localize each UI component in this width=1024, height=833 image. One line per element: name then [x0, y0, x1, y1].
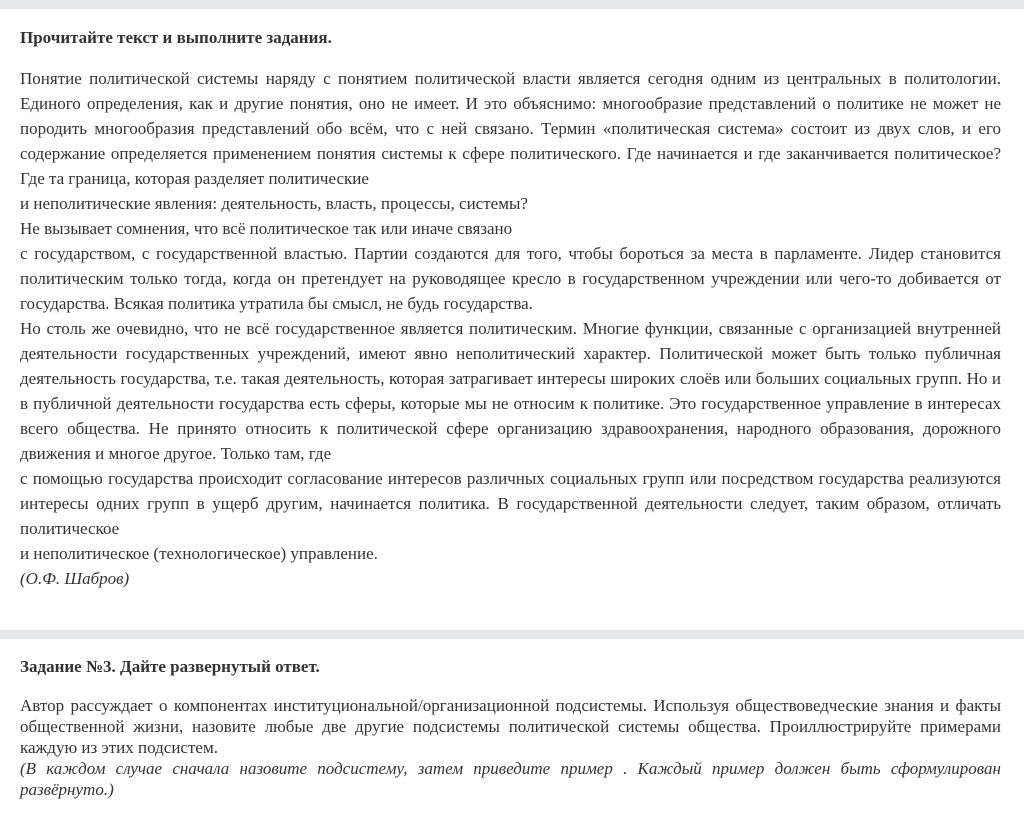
passage-paragraph: и неполитические явления: деятельность, власть, процессы, системы? [20, 194, 528, 213]
reading-text-card [20, 27, 1001, 591]
passage-paragraph: с государством, с государственной властью. Партии создаются для того, чтобы бороться за места в парламенте. Лидер становится политическим только тогда, когда он претендует на руководящее кресло в государственном учреждении или чего-то добивается от государства. Всякая политика утратила бы смысл, не будь государства. [20, 244, 1001, 313]
task-note: (В каждом случае сначала назовите подсистему, затем приведите пример . Каждый пример должен быть сформулирован развёрнуто.) [20, 759, 1001, 799]
task-question: Автор рассуждает о компонентах институциональной/организационной подсистемы. Используя обществоведческие знания и факты общественной жизни, назовите любые две другие подсистемы политической системы общества. Проиллюстрируйте примерами каждую из этих подсистем. [20, 696, 1001, 757]
passage-author: (О.Ф. Шабров) [20, 569, 130, 588]
reading-passage [20, 66, 1001, 591]
section-divider-band [0, 630, 1024, 639]
reading-instruction-heading: Прочитайте текст и выполните задания. [20, 28, 332, 47]
task-body [20, 695, 1001, 800]
passage-paragraph: Но столь же очевидно, что не всё государственное является политическим. Многие функции, связанные с организацией внутренней деятельности государственных учреждений, имеют явно неполитический характер. Политической может быть только публичная деятельность государства, т.е. такая деятельность, которая затрагивает интересы широких слоёв или больших социальных групп. Но и в публичной деятельности государства есть сферы, которые мы не относим к политике. Это государственное управление в интересах всего общества. Не принято относить к политической сфере организацию здравоохранения, народного образования, дорожного движения и многое другое. Только там, где [20, 319, 1001, 463]
task-card [20, 656, 1001, 800]
task-heading: Задание №3. Дайте развернутый ответ. [20, 657, 320, 676]
passage-paragraph: Не вызывает сомнения, что всё политическое так или иначе связано [20, 219, 513, 238]
passage-paragraph: и неполитическое (технологическое) управление. [20, 544, 378, 563]
passage-paragraph: Понятие политической системы наряду с понятием политической власти является сегодня одним из центральных в политологии. Единого определения, как и другие понятия, оно не имеет. И это объяснимо: многообразие представлений о политике не может не породить многообразия представлений обо всём, что с ней связано. Термин «политическая система» состоит из двух слов, и его содержание определяется применением понятия системы к сфере политического. Где начинается и где заканчивается политическое? Где та граница, которая разделяет политические [20, 69, 1001, 188]
top-divider-band [0, 0, 1024, 9]
passage-paragraph: с помощью государства происходит согласование интересов различных социальных групп или посредством государства реализуются интересы одних групп в ущерб другим, начинается политика. В государственной деятельности следует, таким образом, отличать политическое [20, 469, 1001, 538]
